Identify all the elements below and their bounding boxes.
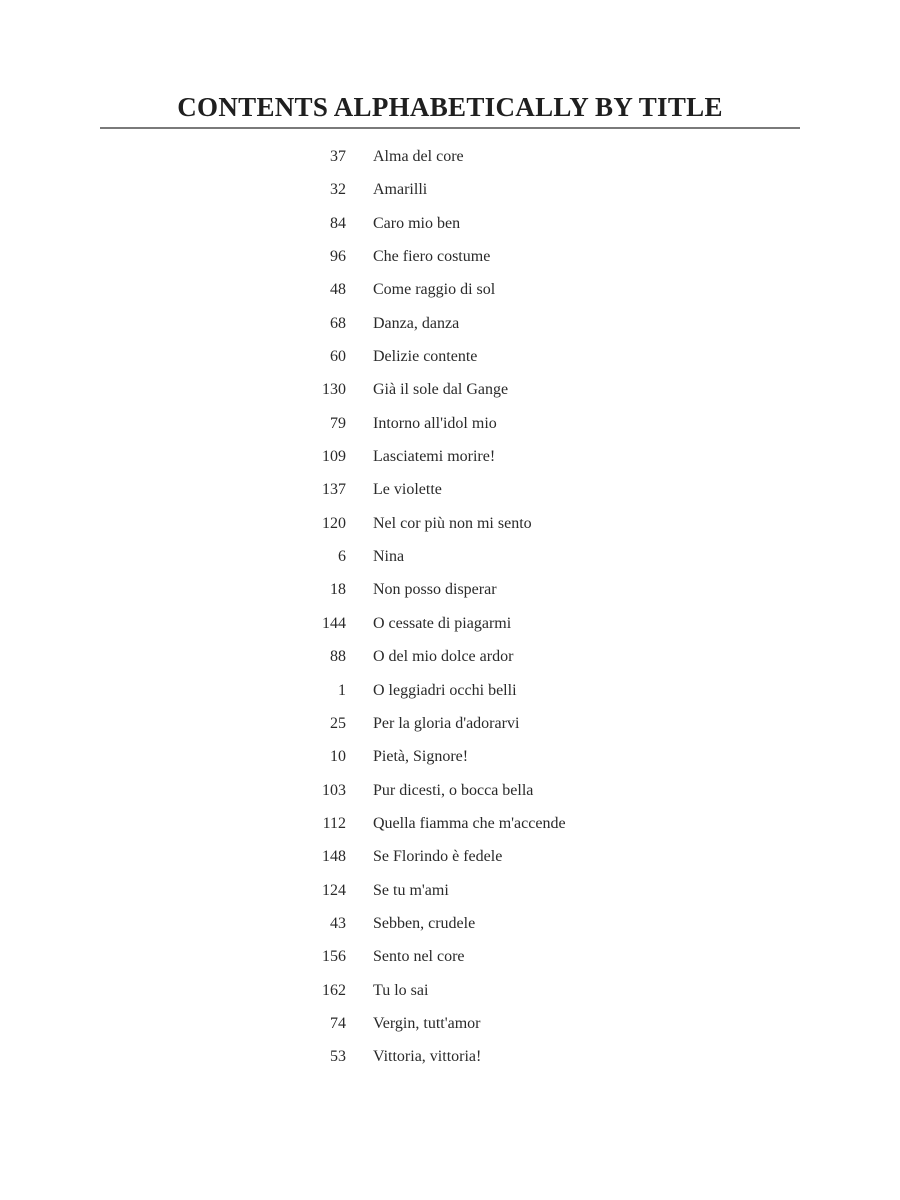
contents-entry	[300, 407, 700, 440]
contents-entry	[300, 573, 700, 606]
contents-entry	[300, 907, 700, 940]
entry-page-number: 112	[322, 814, 346, 832]
entry-page-number: 162	[322, 981, 346, 999]
contents-entry	[300, 1007, 700, 1040]
contents-entry	[300, 740, 700, 773]
entry-title: Come raggio di sol	[373, 281, 496, 299]
entry-page-number: 96	[330, 248, 346, 266]
entry-page-number: 88	[330, 648, 346, 666]
entry-title: Nina	[373, 548, 405, 566]
entry-title: Nel cor più non mi sento	[373, 514, 532, 532]
entry-title: Che fiero costume	[373, 248, 491, 266]
entry-title: Se tu m'ami	[373, 881, 449, 899]
entry-title: Intorno all'idol mio	[373, 414, 497, 432]
contents-entry	[300, 940, 700, 973]
entry-page-number: 84	[330, 214, 346, 232]
contents-entry	[300, 707, 700, 740]
entry-title: Per la gloria d'adorarvi	[373, 714, 520, 732]
contents-entry	[300, 874, 700, 907]
contents-entry	[300, 607, 700, 640]
entry-page-number: 10	[330, 748, 346, 766]
entry-page-number: 148	[322, 848, 346, 866]
contents-entry	[300, 640, 700, 673]
entry-title: Tu lo sai	[373, 981, 429, 999]
contents-entry	[300, 540, 700, 573]
entry-page-number: 156	[322, 948, 346, 966]
entry-title: Già il sole dal Gange	[373, 381, 509, 399]
entry-page-number: 6	[338, 548, 346, 566]
entry-page-number: 68	[330, 314, 346, 332]
entry-title: Amarilli	[373, 181, 428, 199]
entry-title: Sento nel core	[373, 948, 465, 966]
contents-entry	[300, 974, 700, 1007]
contents-entry	[300, 373, 700, 406]
entry-title: Le violette	[373, 481, 442, 499]
entry-page-number: 109	[322, 448, 346, 466]
contents-entry	[300, 240, 700, 273]
entry-title: Caro mio ben	[373, 214, 461, 232]
entry-page-number: 103	[322, 781, 346, 799]
contents-entry	[300, 507, 700, 540]
entry-title: Pur dicesti, o bocca bella	[373, 781, 534, 799]
entry-title: Delizie contente	[373, 348, 478, 366]
entry-title: O cessate di piagarmi	[373, 614, 512, 632]
contents-entry	[300, 307, 700, 340]
entry-page-number: 53	[330, 1048, 346, 1066]
entry-page-number: 124	[322, 881, 346, 899]
entry-page-number: 120	[322, 514, 346, 532]
entry-page-number: 48	[330, 281, 346, 299]
contents-entry	[300, 440, 700, 473]
contents-entry	[300, 340, 700, 373]
contents-list	[300, 140, 700, 1074]
entry-title: O leggiadri occhi belli	[373, 681, 517, 699]
entry-page-number: 18	[330, 581, 346, 599]
entry-page-number: 37	[330, 148, 346, 165]
contents-entry	[300, 173, 700, 206]
entry-page-number: 60	[330, 348, 346, 366]
entry-page-number: 1	[338, 681, 346, 699]
entry-title: Vittoria, vittoria!	[373, 1048, 482, 1066]
contents-entry	[300, 473, 700, 506]
contents-entry	[300, 1040, 700, 1073]
contents-entry	[300, 207, 700, 240]
entry-title: Lasciatemi morire!	[373, 448, 496, 466]
entry-title: Se Florindo è fedele	[373, 848, 503, 866]
entry-page-number: 32	[330, 181, 346, 199]
entry-title: Sebben, crudele	[373, 914, 476, 932]
entry-title: Quella fiamma che m'accende	[373, 814, 566, 832]
entry-page-number: 137	[322, 481, 346, 499]
contents-entry	[300, 140, 700, 173]
page-title: CONTENTS ALPHABETICALLY BY TITLE	[177, 92, 723, 122]
entry-page-number: 130	[322, 381, 346, 399]
entry-title: Pietà, Signore!	[373, 748, 469, 766]
contents-entry	[300, 807, 700, 840]
entry-title: O del mio dolce ardor	[373, 648, 514, 666]
entry-title: Alma del core	[373, 148, 464, 165]
contents-entry	[300, 774, 700, 807]
entry-page-number: 25	[330, 714, 346, 732]
entry-page-number: 74	[330, 1014, 346, 1032]
entry-page-number: 43	[330, 914, 346, 932]
entry-page-number: 144	[322, 614, 346, 632]
entry-title: Danza, danza	[373, 314, 460, 332]
contents-entry	[300, 674, 700, 707]
entry-title: Non posso disperar	[373, 581, 497, 599]
entry-title: Vergin, tutt'amor	[373, 1014, 481, 1032]
contents-entry	[300, 273, 700, 306]
entry-page-number: 79	[330, 414, 346, 432]
title-rule	[100, 127, 800, 129]
contents-entry	[300, 840, 700, 873]
